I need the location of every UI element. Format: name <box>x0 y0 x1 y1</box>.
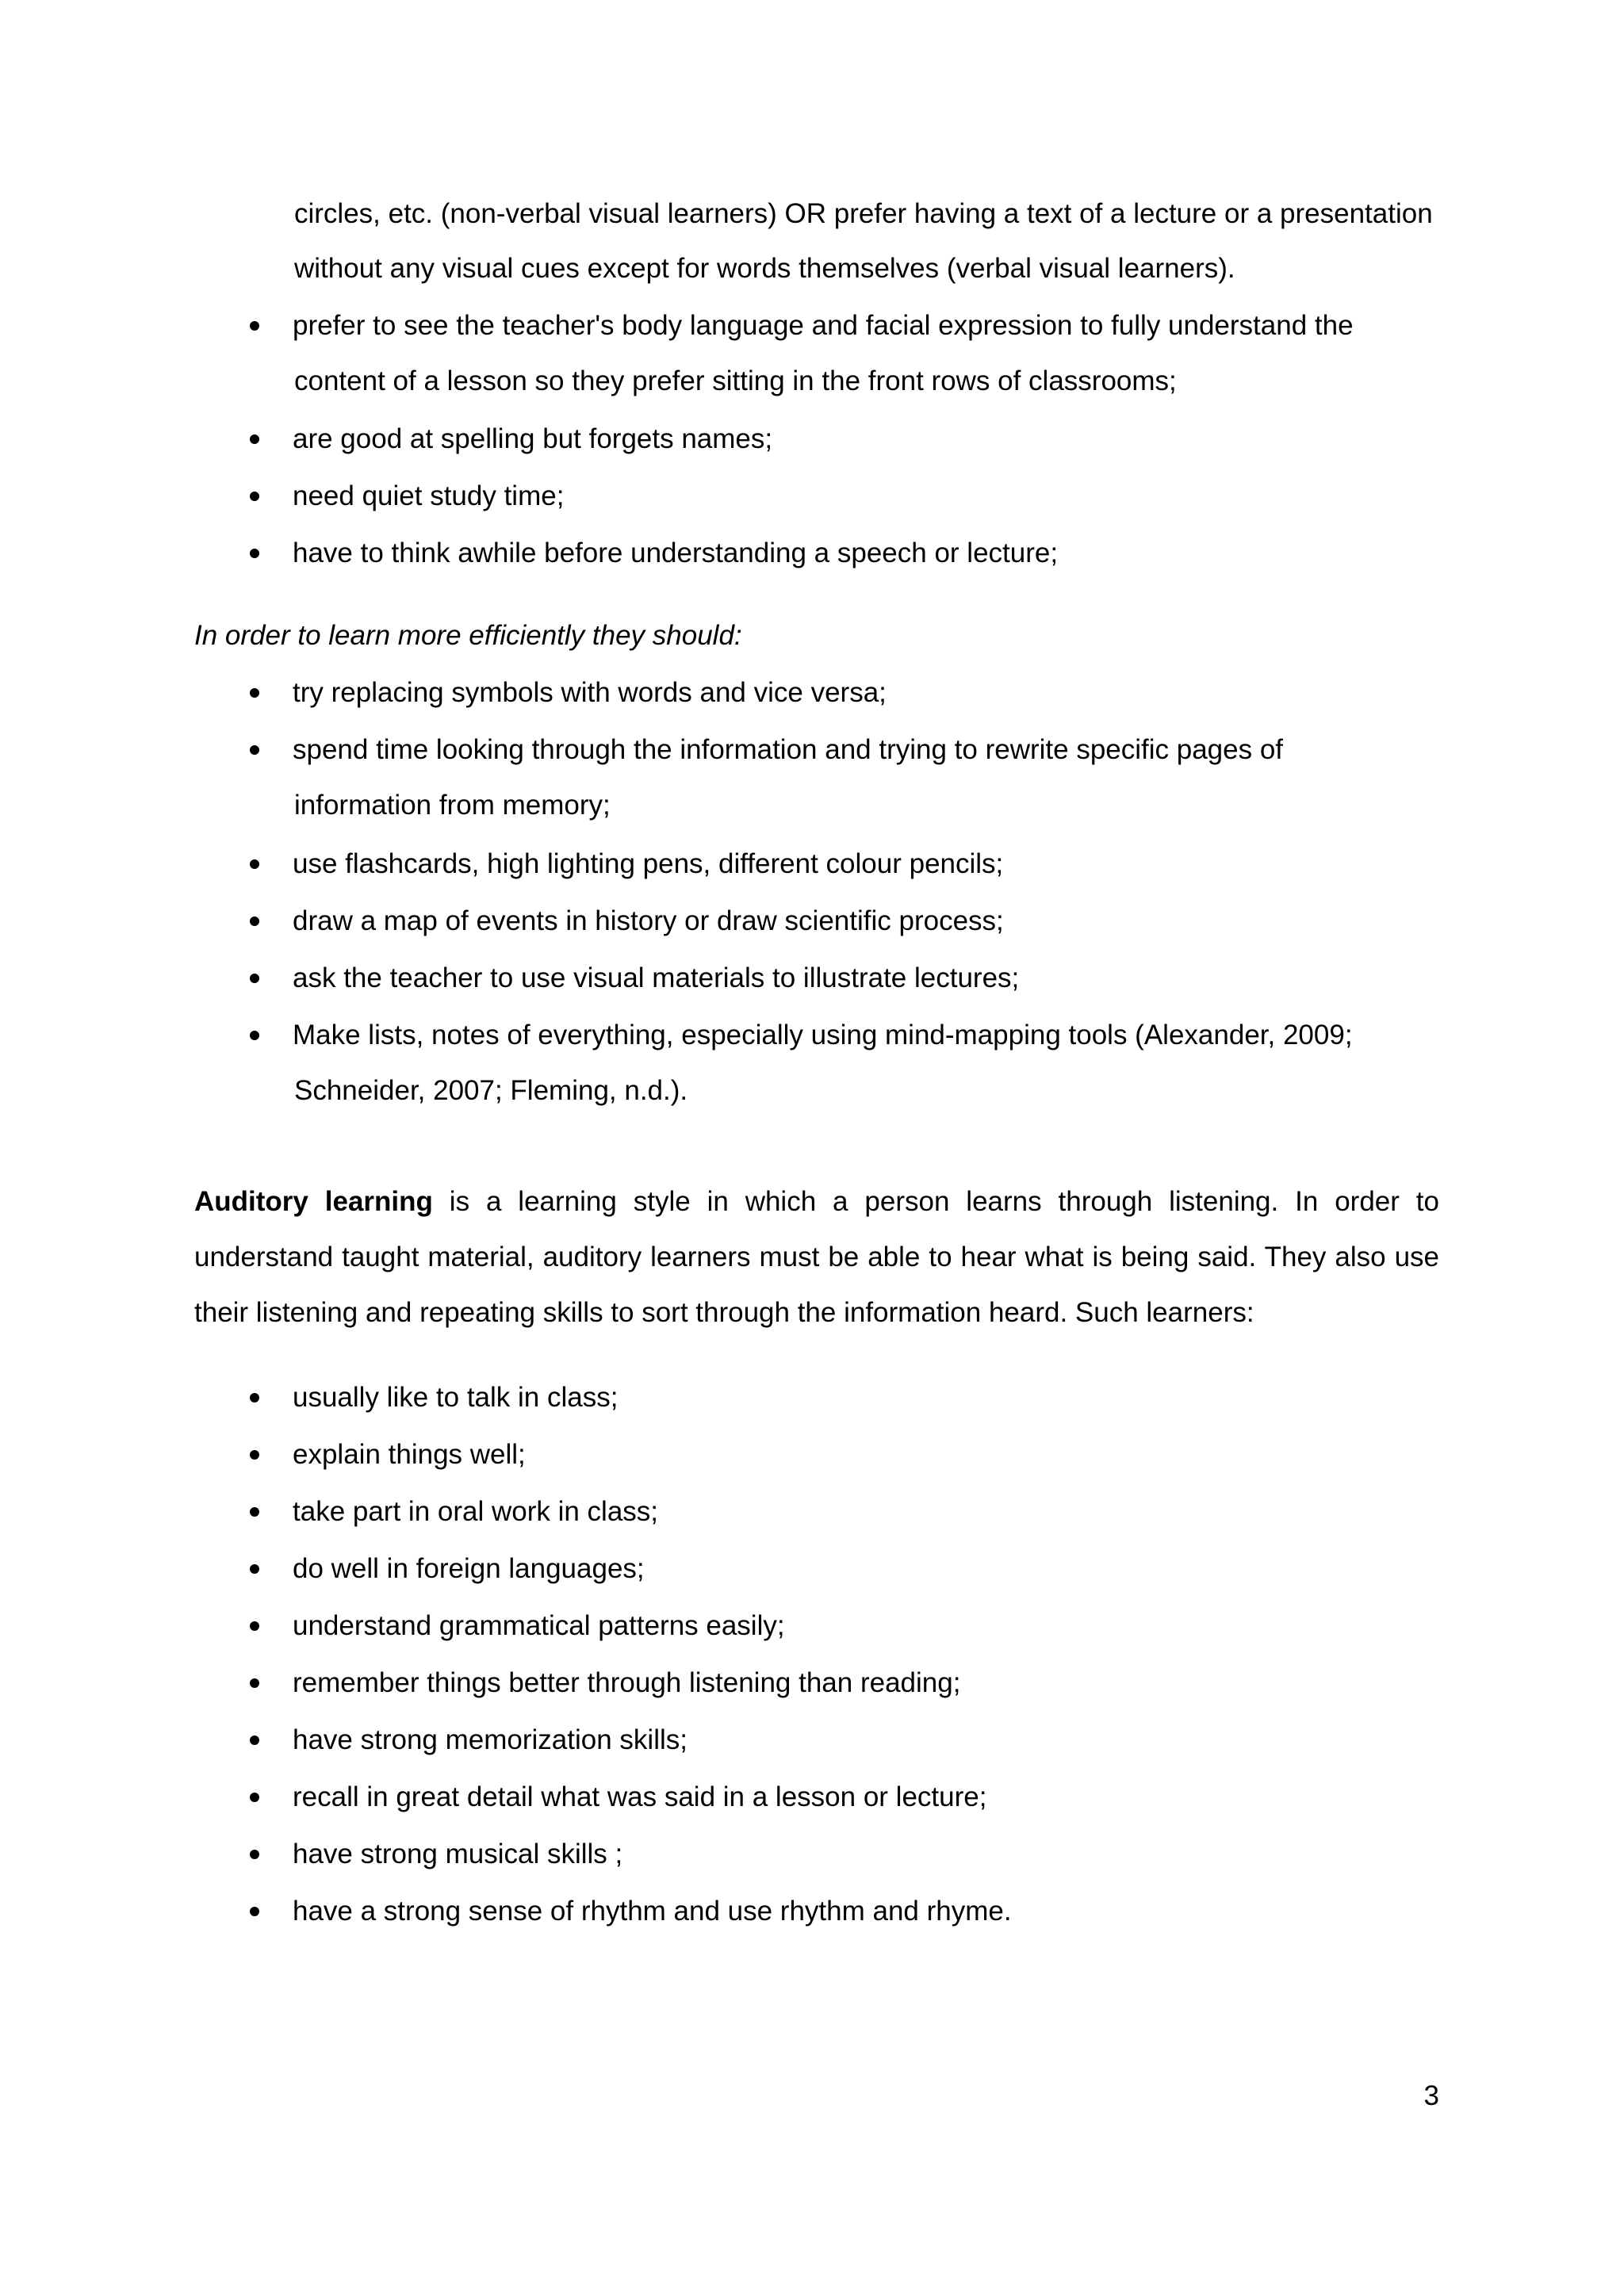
bullet-icon <box>250 974 259 983</box>
list-item-text: ask the teacher to use visual materials to illustrate lectures; <box>293 962 1020 993</box>
bullet-icon <box>250 1507 259 1517</box>
list-item-text: are good at spelling but forgets names; <box>293 423 773 454</box>
bullet-icon <box>250 916 259 926</box>
continuation-line-2: without any visual cues except for words themselves (verbal visual learners). <box>294 253 1235 284</box>
bullet-icon <box>250 1850 259 1859</box>
bullet-icon <box>250 434 259 444</box>
paragraph-line-3: their listening and repeating skills to sort through the information heard. Such learners: <box>194 1297 1254 1328</box>
list-item-text: prefer to see the teacher's body language and facial expression to fully understand the <box>293 310 1354 341</box>
continuation-line-1: circles, etc. (non-verbal visual learners) OR prefer having a text of a lecture or a presentation <box>294 198 1433 229</box>
list-item-text: spend time looking through the information and trying to rewrite specific pages of <box>293 734 1284 765</box>
bullet-icon <box>250 549 259 558</box>
list-item-text-continued: information from memory; <box>294 790 611 821</box>
bullet-icon <box>250 1393 259 1402</box>
list-item-text: understand grammatical patterns easily; <box>293 1610 785 1641</box>
list-item-text: need quiet study time; <box>293 480 565 511</box>
bullet-icon <box>250 745 259 755</box>
list-item-text: Make lists, notes of everything, especially using mind-mapping tools (Alexander, 2009; <box>293 1020 1353 1050</box>
bullet-icon <box>250 1031 259 1040</box>
bullet-icon <box>250 1621 259 1631</box>
auditory-term: Auditory learning <box>194 1186 433 1217</box>
bullet-icon <box>250 1793 259 1802</box>
bullet-icon <box>250 1564 259 1574</box>
bullet-icon <box>250 1450 259 1460</box>
paragraph-line-2: understand taught material, auditory learners must be able to hear what is being said. They also use <box>194 1242 1439 1272</box>
list-item-text-continued: Schneider, 2007; Fleming, n.d.). <box>294 1075 688 1106</box>
list-item-text: draw a map of events in history or draw scientific process; <box>293 905 1004 936</box>
list-item-text: usually like to talk in class; <box>293 1382 619 1413</box>
list-item-text-continued: content of a lesson so they prefer sitting in the front rows of classrooms; <box>294 365 1177 396</box>
list-item-text: try replacing symbols with words and vice versa; <box>293 677 887 708</box>
list-item-text: recall in great detail what was said in a lesson or lecture; <box>293 1781 987 1812</box>
list-item-text: do well in foreign languages; <box>293 1553 645 1584</box>
list-item-text: use flashcards, high lighting pens, different colour pencils; <box>293 848 1004 879</box>
list-item-text: remember things better through listening than reading; <box>293 1667 961 1698</box>
list-item-text: take part in oral work in class; <box>293 1496 659 1527</box>
efficiency-heading: In order to learn more efficiently they should: <box>194 620 742 651</box>
bullet-icon <box>250 1907 259 1916</box>
paragraph-line-1 <box>194 1184 1439 1219</box>
bullet-icon <box>250 859 259 869</box>
bullet-icon <box>250 688 259 698</box>
bullet-icon <box>250 1735 259 1745</box>
list-item-text: have a strong sense of rhythm and use rhythm and rhyme. <box>293 1896 1012 1927</box>
bullet-icon <box>250 321 259 331</box>
list-item-text: have strong memorization skills; <box>293 1724 688 1755</box>
bullet-icon <box>250 492 259 501</box>
list-item-text: have strong musical skills ; <box>293 1839 623 1869</box>
bullet-icon <box>250 1678 259 1688</box>
list-item-text: explain things well; <box>293 1439 526 1470</box>
page-number: 3 <box>1423 2080 1439 2111</box>
paragraph-text: is a learning style in which a person learns through listening. In order to <box>449 1186 1439 1217</box>
list-item-text: have to think awhile before understanding a speech or lecture; <box>293 538 1059 568</box>
